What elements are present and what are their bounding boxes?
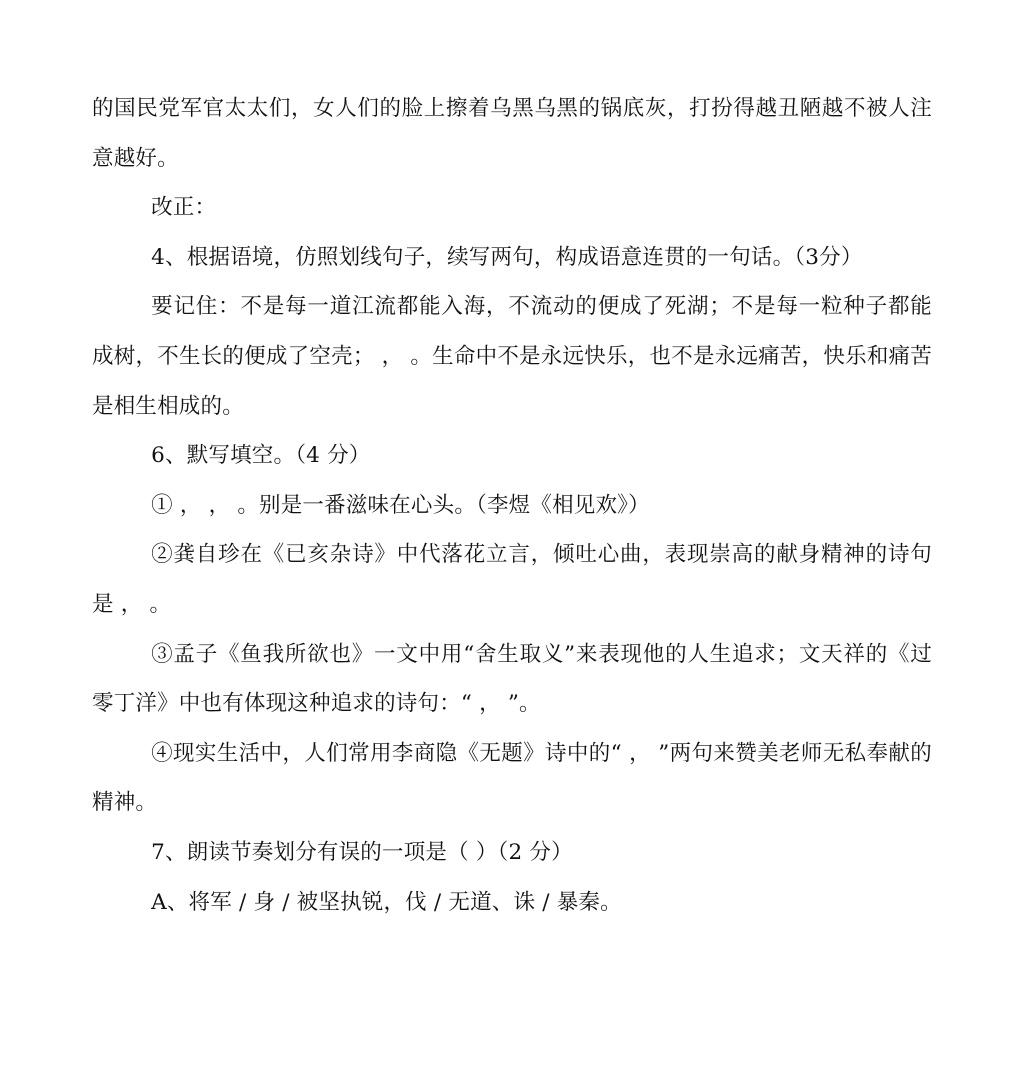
question-7-option-a: A、将军 / 身 / 被坚执锐，伐 / 无道、诛 / 暴秦。 — [151, 889, 622, 915]
question-6: 6、默写填空。（4 分） — [151, 443, 371, 469]
question-6-item-3: ③孟子《鱼我所欲也》一文中用“舍生取义”来表现他的人生追求；文天祥的《过零丁洋》中也有体现这种追求的诗句：“ ， ”。 — [92, 641, 932, 717]
document-body — [92, 84, 932, 927]
question-6-item-2: ②龚自珍在《已亥杂诗》中代落花立言，倾吐心曲，表现崇高的献身精神的诗句是 ， 。 — [92, 542, 932, 617]
question-6-item-4: ④现实生活中，人们常用李商隐《无题》诗中的“ ， ”两句来赞美老师无私奉献的精神。 — [92, 740, 932, 816]
paragraph-continuation: 的国民党军官太太们，女人们的脸上擦着乌黑乌黑的锅底灰，打扮得越丑陋越不被人注意越好。 — [92, 96, 932, 171]
question-4: 4、根据语境，仿照划线句子，续写两句，构成语意连贯的一句话。（3分） — [151, 244, 863, 270]
question-4-text: 要记住：不是每一道江流都能入海，不流动的便成了死湖；不是每一粒种子都能成树，不生长的便成了空壳； ， 。生命中不是永远快乐，也不是永远痛苦，快乐和痛苦是相生相成的。 — [92, 294, 932, 419]
question-7: 7、朗读节奏划分有误的一项是（ ）（2 分） — [151, 839, 573, 865]
paragraph-correction-label: 改正： — [151, 195, 217, 221]
question-6-item-1: ① ， ， 。别是一番滋味在心头。（李煜《相见欢》） — [151, 492, 650, 518]
